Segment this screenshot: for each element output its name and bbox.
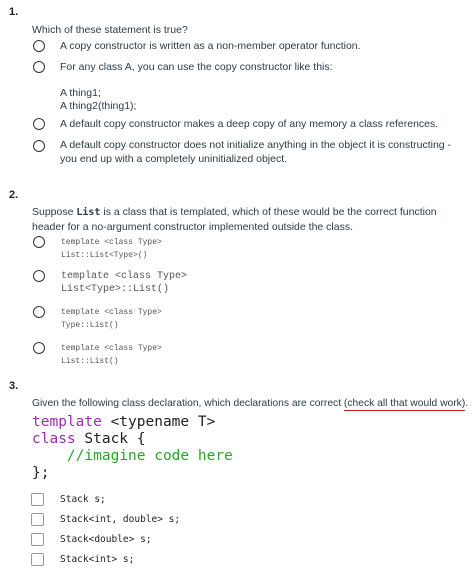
- q2-option-2-radio[interactable]: [33, 270, 45, 282]
- q2-option-4-radio[interactable]: [33, 342, 45, 354]
- q1-option-1-radio[interactable]: [33, 40, 45, 52]
- q3-option-1-checkbox[interactable]: [31, 493, 44, 506]
- q3-option-2-checkbox[interactable]: [31, 513, 44, 526]
- q2-option-4-code: template <class Type> List::List(): [61, 344, 162, 366]
- q1-option-2-code-line-2: A thing2(thing1);: [60, 100, 137, 112]
- q3-option-3-checkbox[interactable]: [31, 533, 44, 546]
- q3-option-4-text: Stack<int> s;: [60, 554, 135, 565]
- q1-option-4-text: A default copy constructor does not initialize anything in the object it is constructing - you end up with a completely uninitialized object.: [60, 139, 452, 165]
- q1-option-2-radio[interactable]: [33, 61, 45, 73]
- question-3-prompt: Given the following class declaration, which declarations are correct (check all that would work).: [32, 398, 469, 409]
- question-number-3: 3.: [9, 380, 19, 392]
- q2-option-1-radio[interactable]: [33, 236, 45, 248]
- question-number-1: 1.: [9, 6, 19, 18]
- q2-option-2-code: template <class Type> List<Type>::List(): [61, 271, 188, 295]
- q3-option-1-text: Stack s;: [60, 494, 106, 505]
- question-number-2: 2.: [9, 189, 19, 201]
- list-class-name: List: [76, 207, 101, 218]
- q1-option-3-radio[interactable]: [33, 118, 45, 130]
- q3-option-3-text: Stack<double> s;: [60, 534, 152, 545]
- class-declaration-code: template <typename T> class Stack { //imagine code here };: [32, 414, 233, 481]
- q1-option-2-code-line-1: A thing1;: [60, 87, 101, 99]
- q2-option-3-radio[interactable]: [33, 306, 45, 318]
- q1-option-2-text: For any class A, you can use the copy constructor like this:: [60, 61, 333, 73]
- q1-option-3-text: A default copy constructor makes a deep copy of any memory a class references.: [60, 118, 439, 130]
- q1-option-4-radio[interactable]: [33, 140, 45, 152]
- q1-option-1-text: A copy constructor is written as a non-member operator function.: [60, 40, 361, 52]
- q3-option-4-checkbox[interactable]: [31, 553, 44, 566]
- q2-option-1-code: template <class Type> List::List<Type>(): [61, 238, 162, 260]
- q2-option-3-code: template <class Type> Type::List(): [61, 308, 162, 330]
- question-2-prompt: Suppose List is a class that is templated, which of these would be the correct function header for a no-argument constructor implemented outside the class.: [32, 206, 437, 233]
- question-1-prompt: Which of these statement is true?: [32, 24, 188, 36]
- q3-option-2-text: Stack<int, double> s;: [60, 514, 181, 525]
- check-all-instruction: (check all that would work): [343, 398, 466, 409]
